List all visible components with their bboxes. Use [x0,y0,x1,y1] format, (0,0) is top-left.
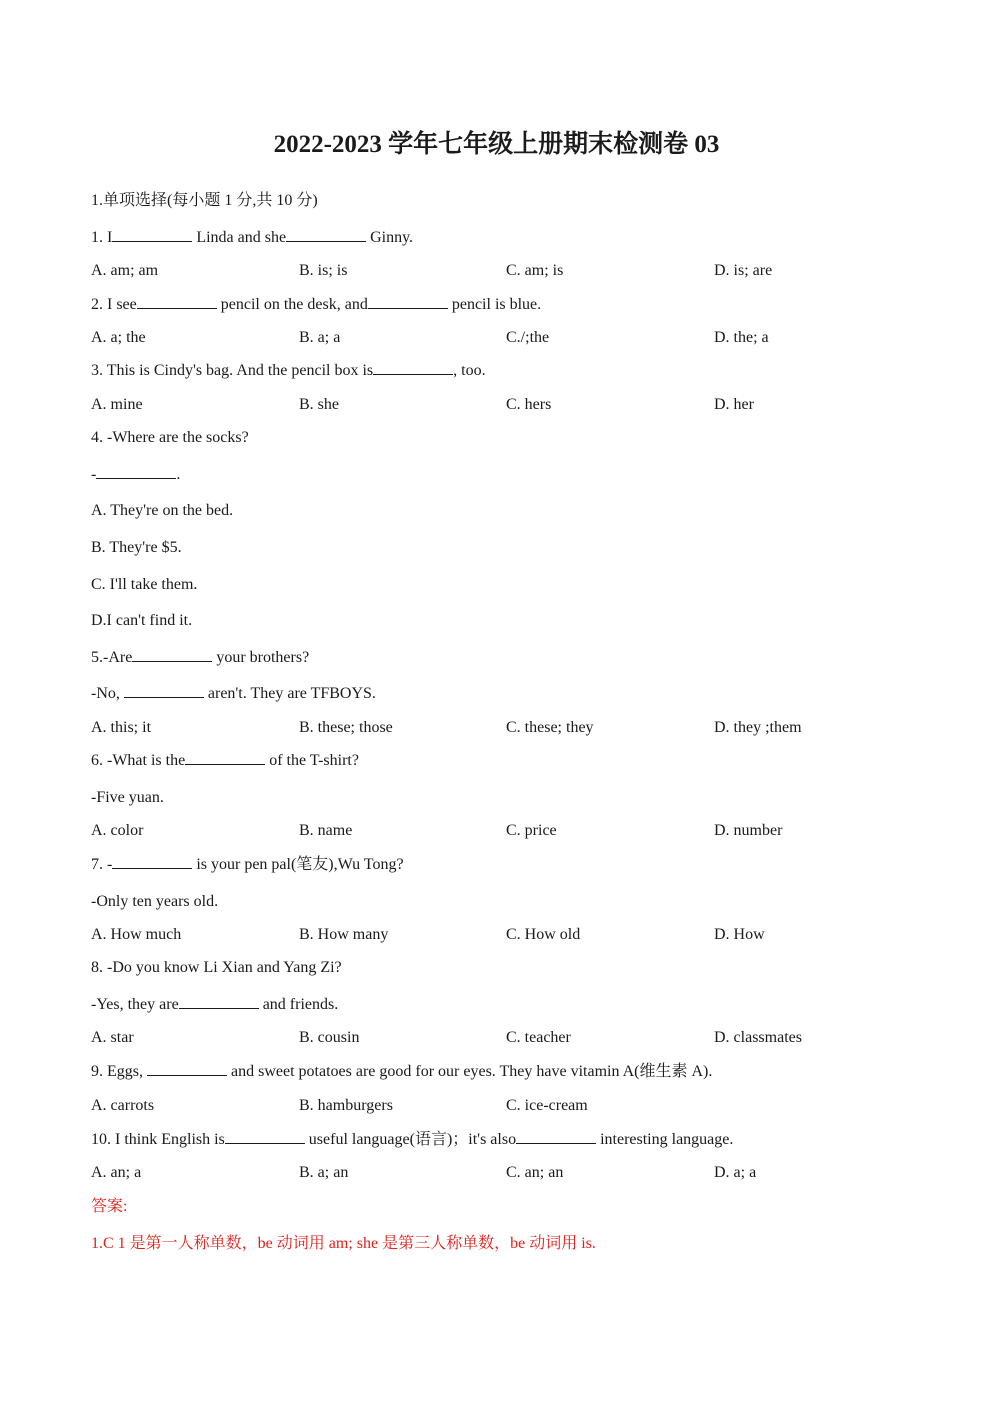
question-3: 3. This is Cindy's bag. And the pencil box is , too. [91,362,486,379]
option-a: A. They're on the bed. [91,502,234,519]
option-d: D. her [714,396,754,413]
option-c: C. ice-cream [506,1097,588,1114]
option-b: B. They're $5. [91,539,182,556]
question-2: 2. I see pencil on the desk, and pencil is blue. [91,296,542,313]
question-6-reply: -Five yuan. [91,789,164,806]
option-c: C. hers [506,396,552,413]
option-d: D. the; a [714,329,769,346]
answer-blank [112,854,192,869]
question-4: 4. -Where are the socks? [91,429,249,446]
option-d: D. they ;them [714,719,802,736]
answer-blank [373,360,453,375]
option-b: B. hamburgers [299,1097,393,1114]
option-a: A. color [91,822,144,839]
option-c: C. price [506,822,557,839]
option-c: C. teacher [506,1029,571,1046]
option-d: D. number [714,822,783,839]
option-b: B. she [299,396,339,413]
answer-blank [124,683,204,698]
option-a: A. a; the [91,329,146,346]
option-d: D. classmates [714,1029,802,1046]
question-5-reply: -No, aren't. They are TFBOYS. [91,685,376,702]
answer-blank [286,227,366,242]
answer-blank [147,1061,227,1076]
question-5: 5.-Are your brothers? [91,649,310,666]
question-8-reply: -Yes, they are and friends. [91,996,339,1013]
option-b: B. name [299,822,353,839]
question-4-reply: - . [91,466,181,483]
answer-blank [96,464,176,479]
option-a: A. an; a [91,1164,142,1181]
question-8: 8. -Do you know Li Xian and Yang Zi? [91,959,342,976]
answer-blank [112,227,192,242]
option-a: A. this; it [91,719,152,736]
option-b: B. How many [299,926,389,943]
page-title: 2022-2023 学年七年级上册期末检测卷 03 [273,131,720,158]
option-c: C. How old [506,926,581,943]
answer-blank [185,750,265,765]
answer-blank [179,994,259,1009]
option-a: A. am; am [91,262,159,279]
question-7: 7. - is your pen pal(笔友),Wu Tong? [91,856,404,873]
option-b: B. cousin [299,1029,360,1046]
option-d: D.I can't find it. [91,612,193,629]
section-heading: 1.单项选择(每小题 1 分,共 10 分) [91,192,318,209]
option-a: A. star [91,1029,134,1046]
question-9: 9. Eggs, and sweet potatoes are good for our eyes. They have vitamin A(维生素 A). [91,1063,713,1080]
answer-blank [137,294,217,309]
option-c: C. these; they [506,719,594,736]
option-b: B. a; an [299,1164,349,1181]
option-a: A. How much [91,926,182,943]
option-b: B. is; is [299,262,348,279]
question-10: 10. I think English is useful language(语言)；it's also interesting language. [91,1131,734,1148]
option-a: A. carrots [91,1097,155,1114]
answer-blank [516,1129,596,1144]
answer-blank [132,647,212,662]
option-c: C. am; is [506,262,564,279]
option-c: C./;the [506,329,550,346]
question-1: 1. I Linda and she Ginny. [91,229,414,246]
question-7-reply: -Only ten years old. [91,893,219,910]
option-b: B. a; a [299,329,341,346]
answer-explanation-1: 1.C 1 是第一人称单数，be 动词用 am; she 是第三人称单数，be 动词用 is. [91,1235,596,1252]
answer-blank [368,294,448,309]
answer-label: 答案: [91,1198,128,1215]
answer-blank [225,1129,305,1144]
option-a: A. mine [91,396,143,413]
option-d: D. How [714,926,765,943]
option-d: D. is; are [714,262,773,279]
option-c: C. an; an [506,1164,564,1181]
option-d: D. a; a [714,1164,757,1181]
question-6: 6. -What is the of the T-shirt? [91,752,359,769]
option-c: C. I'll take them. [91,576,198,593]
option-b: B. these; those [299,719,393,736]
